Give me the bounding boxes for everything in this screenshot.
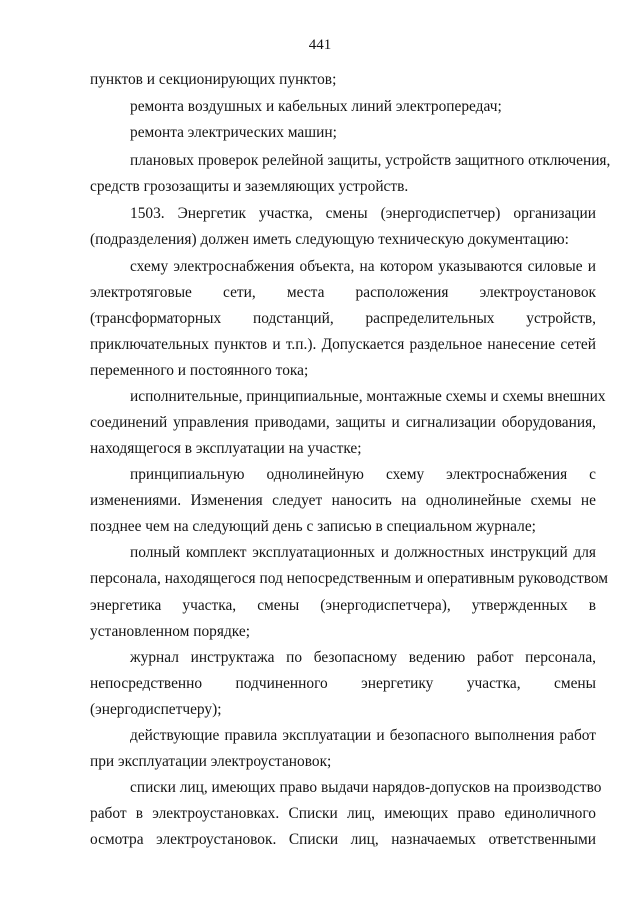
text-line: (подразделения) должен иметь следующую техническую документацию: [90, 231, 569, 248]
page-number: 441 [308, 37, 332, 53]
text-line: персонала, находящегося под непосредственным и оперативным руководством [90, 570, 609, 587]
text-line: 1503. Энергетик участка, смены (энергодиспетчер) организации [130, 205, 596, 222]
text-line: приключательных пунктов и т.п.). Допускается раздельное нанесение сетей [90, 336, 596, 353]
text-line: действующие правила эксплуатации и безопасного выполнения работ [130, 727, 596, 744]
text-line: электротяговые сети, места расположения электроустановок [90, 284, 596, 301]
text-line: полный комплект эксплуатационных и должностных инструкций для [130, 544, 596, 561]
text-line: списки лиц, имеющих право выдачи нарядов-допусков на производство [130, 779, 602, 796]
text-line: ремонта электрических машин; [130, 124, 337, 141]
text-line: изменениями. Изменения следует наносить на однолинейные схемы не [90, 492, 596, 509]
text-line: принципиальную однолинейную схему электроснабжения с [130, 466, 596, 483]
text-line: установленном порядке; [90, 623, 250, 640]
text-line: плановых проверок релейной защиты, устройств защитного отключения, [130, 152, 611, 169]
text-line: исполнительные, принципиальные, монтажные схемы и схемы внешних [130, 388, 606, 405]
text-line: переменного и постоянного тока; [90, 362, 309, 379]
text-line: осмотра электроустановок. Списки лиц, назначаемых ответственными [90, 831, 596, 848]
text-line: журнал инструктажа по безопасному ведению работ персонала, [130, 649, 596, 666]
text-line: находящегося в эксплуатации на участке; [90, 440, 362, 457]
text-line: (энергодиспетчеру); [90, 701, 222, 718]
text-line: схему электроснабжения объекта, на котором указываются силовые и [130, 258, 596, 275]
text-line: энергетика участка, смены (энергодиспетчера), утвержденных в [90, 597, 596, 614]
text-line: пунктов и секционирующих пунктов; [90, 71, 337, 88]
text-line: позднее чем на следующий день с записью в специальном журнале; [90, 518, 536, 535]
text-line: работ в электроустановках. Списки лиц, имеющих право единоличного [90, 805, 596, 822]
text-line: ремонта воздушных и кабельных линий электропередач; [130, 98, 502, 115]
text-line: непосредственно подчиненного энергетику участка, смены [90, 675, 596, 692]
text-line: при эксплуатации электроустановок; [90, 753, 332, 770]
text-line: соединений управления приводами, защиты и сигнализации оборудования, [90, 414, 596, 431]
text-line: средств грозозащиты и заземляющих устройств. [90, 178, 409, 195]
text-line: (трансформаторных подстанций, распределительных устройств, [90, 310, 596, 327]
